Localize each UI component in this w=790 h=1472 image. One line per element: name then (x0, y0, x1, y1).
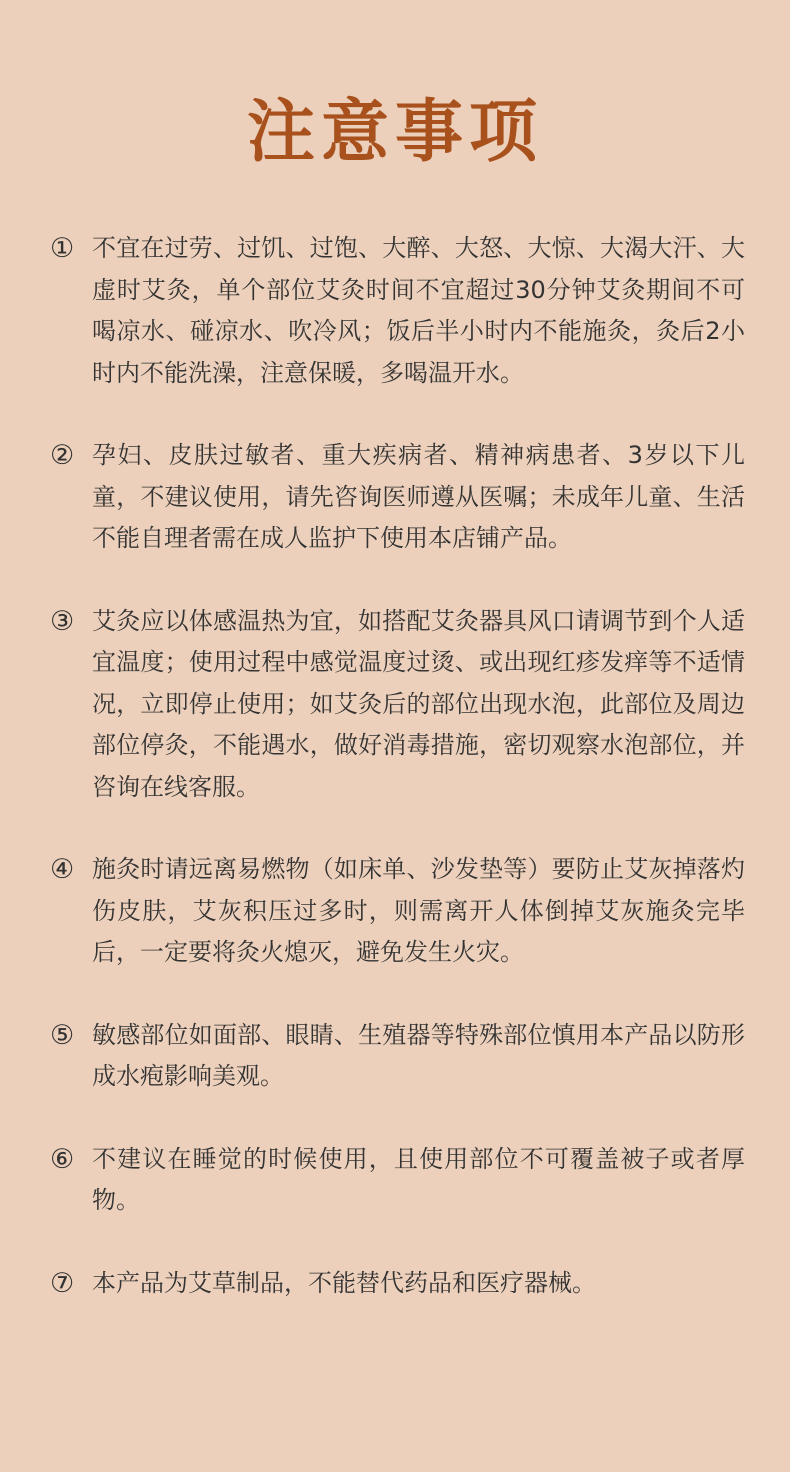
note-number: ① (50, 233, 75, 264)
notes-list (50, 228, 745, 1304)
note-item-2 (50, 435, 745, 560)
note-item-4 (50, 849, 745, 974)
note-text: 施灸时请远离易燃物（如床单、沙发垫等）要防止艾灰掉落灼伤皮肤，艾灰积压过多时，则需离开人体倒掉艾灰施灸完毕后，一定要将灸火熄灭，避免发生火灾。 (92, 855, 745, 966)
note-number: ⑤ (50, 1019, 75, 1051)
note-number: ③ (50, 605, 75, 637)
note-number: ② (50, 440, 75, 471)
note-text: 艾灸应以体感温热为宜，如搭配艾灸器具风口请调节到个人适宜温度；使用过程中感觉温度过烫、或出现红疹发痒等不适情况，立即停止使用；如艾灸后的部位出现水泡，此部位及周边部位停灸，不能遇水，做好消毒措施，密切观察水泡部位，并咨询在线客服。 (92, 606, 745, 801)
note-item-5 (50, 1015, 745, 1098)
note-text: 不宜在过劳、过饥、过饱、大醉、大怒、大惊、大渴大汗、大虚时艾灸，单个部位艾灸时间不宜超过30分钟艾灸期间不可喝凉水、碰凉水、吹冷风；饭后半小时内不能施灸，灸后2小时内不能洗澡，注意保暖，多喝温开水。 (92, 234, 745, 387)
page-title: 注意事项 (246, 93, 543, 172)
note-text: 孕妇、皮肤过敏者、重大疾病者、精神病患者、3岁以下儿童，不建议使用，请先咨询医师遵从医嘱；未成年儿童、生活不能自理者需在成人监护下使用本店铺产品。 (92, 441, 745, 552)
note-item-1 (50, 228, 745, 394)
note-item-6 (50, 1139, 745, 1222)
note-item-7 (50, 1263, 745, 1305)
note-number: ⑦ (50, 1267, 75, 1299)
note-text: 不建议在睡觉的时候使用，且使用部位不可覆盖被子或者厚物。 (92, 1144, 745, 1214)
note-item-3 (50, 601, 745, 809)
note-number: ⑥ (50, 1143, 75, 1175)
note-text: 敏感部位如面部、眼睛、生殖器等特殊部位慎用本产品以防形成水疱影响美观。 (92, 1020, 745, 1090)
note-number: ④ (50, 854, 75, 885)
note-text: 本产品为艾草制品，不能替代药品和医疗器械。 (92, 1268, 596, 1297)
